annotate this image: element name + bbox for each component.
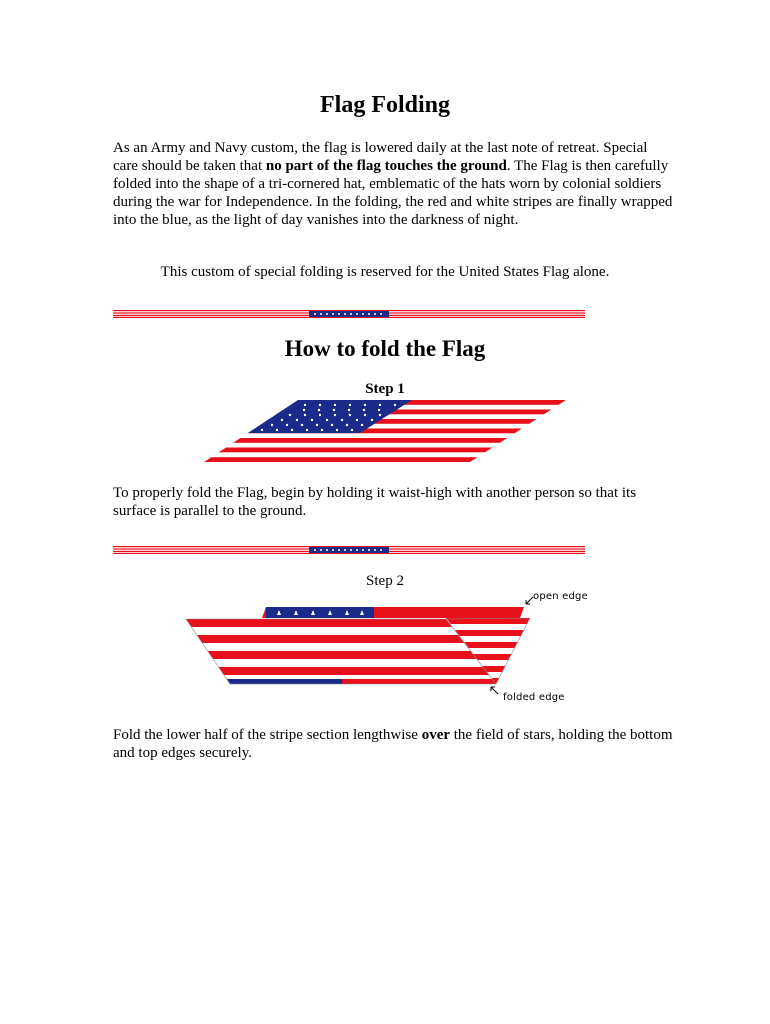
arrow-icon xyxy=(490,686,500,696)
flag-step1-illustration xyxy=(200,398,570,464)
intro-paragraph xyxy=(113,139,673,229)
step-2-label: Step 2 xyxy=(366,573,404,589)
flag-step2-illustration xyxy=(184,606,532,686)
step-2-text xyxy=(113,726,673,762)
intro-text-2: . The Flag is then carefully folded into the shape of a tri-cornered hat, emblematic of the hats worn by colonial soldiers during the war for Independence. In the folding, the red and white stripes are finally wrapped into the blue, as the light of day vanishes into the darkness of night. xyxy=(113,158,673,228)
intro-bold-text: no part of the flag touches the ground xyxy=(265,158,507,174)
step-2-text-2: the field of stars, holding the bottom and top edges securely. xyxy=(113,727,673,761)
open-edge-label: open edge xyxy=(533,591,588,602)
step-2-bold-text: over xyxy=(421,727,451,743)
custom-note: This custom of special folding is reserved for the United States Flag alone. xyxy=(160,264,610,280)
flag-divider-icon xyxy=(113,310,585,318)
step-2-text-1: Fold the lower half of the stripe section lengthwise xyxy=(113,727,422,743)
step-1-label: Step 1 xyxy=(365,381,405,397)
page-title: Flag Folding xyxy=(319,92,451,118)
section-title: How to fold the Flag xyxy=(284,336,486,361)
folded-edge-label: folded edge xyxy=(503,692,565,703)
step-1-text: To properly fold the Flag, begin by holding it waist-high with another person so that its surface is parallel to the ground. xyxy=(113,485,637,519)
flag-divider-icon xyxy=(113,546,585,554)
intro-text-1: As an Army and Navy custom, the flag is lowered daily at the last note of retreat. Special care should be taken that xyxy=(113,140,648,174)
